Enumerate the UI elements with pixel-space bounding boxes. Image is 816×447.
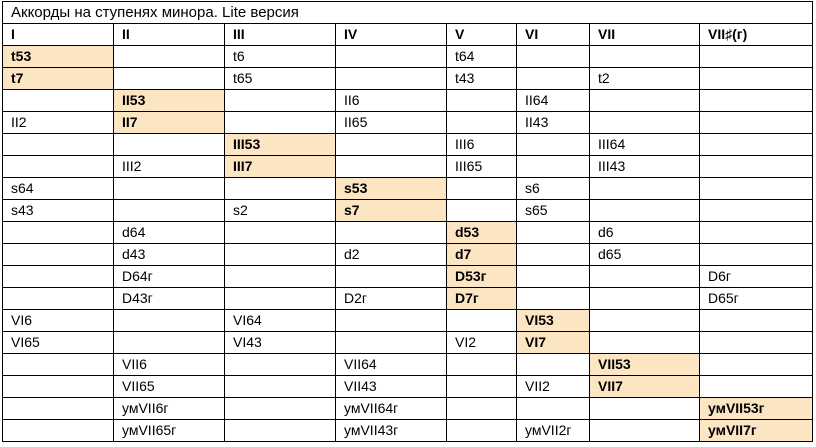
chord-cell bbox=[114, 134, 225, 156]
table-row bbox=[3, 310, 813, 332]
column-header: I bbox=[3, 24, 114, 46]
chord-cell-highlighted: s7 bbox=[336, 200, 447, 222]
chord-cell bbox=[225, 354, 336, 376]
chord-cell: d64 bbox=[114, 222, 225, 244]
chord-cell bbox=[225, 222, 336, 244]
chord-cell bbox=[517, 354, 590, 376]
table-row bbox=[3, 244, 813, 266]
table-row bbox=[3, 222, 813, 244]
chord-cell bbox=[590, 90, 700, 112]
table-row bbox=[3, 354, 813, 376]
chord-cell: III6 bbox=[447, 134, 517, 156]
chord-cell-highlighted: t7 bbox=[3, 68, 114, 90]
chord-cell bbox=[447, 200, 517, 222]
chord-cell bbox=[590, 332, 700, 354]
chord-cell bbox=[517, 156, 590, 178]
chord-cell: умVII43г bbox=[336, 420, 447, 442]
chord-cell bbox=[447, 112, 517, 134]
column-header: V bbox=[447, 24, 517, 46]
table-row bbox=[3, 332, 813, 354]
chord-cell: D43г bbox=[114, 288, 225, 310]
chord-cell-highlighted: d53 bbox=[447, 222, 517, 244]
chord-cell bbox=[700, 46, 813, 68]
chord-cell: s2 bbox=[225, 200, 336, 222]
chord-cell bbox=[700, 222, 813, 244]
chord-cell: III65 bbox=[447, 156, 517, 178]
table-row bbox=[3, 68, 813, 90]
chord-cell: s65 bbox=[517, 200, 590, 222]
chord-cell bbox=[700, 376, 813, 398]
chord-cell bbox=[3, 398, 114, 420]
chord-cell: III64 bbox=[590, 134, 700, 156]
column-header: II bbox=[114, 24, 225, 46]
chord-cell: t43 bbox=[447, 68, 517, 90]
chord-cell bbox=[447, 310, 517, 332]
chord-cell: VI6 bbox=[3, 310, 114, 332]
chord-cell bbox=[700, 68, 813, 90]
chord-cell bbox=[3, 266, 114, 288]
column-header: III bbox=[225, 24, 336, 46]
chord-cell bbox=[447, 420, 517, 442]
chord-cell-highlighted: VI53 bbox=[517, 310, 590, 332]
chord-cell bbox=[3, 90, 114, 112]
chord-cell-highlighted: s53 bbox=[336, 178, 447, 200]
chord-cell-highlighted: D7г bbox=[447, 288, 517, 310]
chord-cell bbox=[700, 310, 813, 332]
chord-cell bbox=[517, 266, 590, 288]
chord-cell bbox=[114, 332, 225, 354]
chord-cell: t65 bbox=[225, 68, 336, 90]
chord-cell-highlighted: умVII53г bbox=[700, 398, 813, 420]
chord-cell-highlighted: умVII7г bbox=[700, 420, 813, 442]
column-header: VII♯(г) bbox=[700, 24, 813, 46]
chord-cell-highlighted: II53 bbox=[114, 90, 225, 112]
table-row bbox=[3, 200, 813, 222]
chord-cell bbox=[590, 112, 700, 134]
chord-cell bbox=[225, 266, 336, 288]
chord-cell: умVII2г bbox=[517, 420, 590, 442]
chord-cell: II2 bbox=[3, 112, 114, 134]
chord-cell bbox=[3, 222, 114, 244]
chord-cell: умVII6г bbox=[114, 398, 225, 420]
chord-cell bbox=[700, 156, 813, 178]
chord-cell bbox=[700, 134, 813, 156]
chord-cell: D64г bbox=[114, 266, 225, 288]
chord-cell: VII6 bbox=[114, 354, 225, 376]
chord-cell: II43 bbox=[517, 112, 590, 134]
chord-cell: умVII64г bbox=[336, 398, 447, 420]
chord-cell bbox=[517, 134, 590, 156]
chord-cell bbox=[225, 288, 336, 310]
chord-cell bbox=[700, 178, 813, 200]
chord-cell bbox=[225, 420, 336, 442]
chord-cell-highlighted: D53г bbox=[447, 266, 517, 288]
table-row bbox=[3, 156, 813, 178]
chord-cell bbox=[3, 134, 114, 156]
table-row bbox=[3, 134, 813, 156]
chord-cell bbox=[447, 398, 517, 420]
chord-cell bbox=[517, 46, 590, 68]
chord-cell bbox=[336, 156, 447, 178]
chord-cell-highlighted: II7 bbox=[114, 112, 225, 134]
chord-cell bbox=[3, 420, 114, 442]
chord-cell bbox=[700, 200, 813, 222]
chord-cell bbox=[336, 332, 447, 354]
table-row bbox=[3, 398, 813, 420]
table-row bbox=[3, 376, 813, 398]
chord-cell bbox=[336, 222, 447, 244]
chord-cell: D2г bbox=[336, 288, 447, 310]
chord-cell bbox=[3, 354, 114, 376]
chord-cell bbox=[590, 178, 700, 200]
chord-cell: VII2 bbox=[517, 376, 590, 398]
chord-cell: d65 bbox=[590, 244, 700, 266]
chord-cell bbox=[114, 310, 225, 332]
chord-cell: s64 bbox=[3, 178, 114, 200]
chord-cell bbox=[336, 266, 447, 288]
chord-cell bbox=[3, 156, 114, 178]
chord-cell-highlighted: d7 bbox=[447, 244, 517, 266]
chord-cell: t6 bbox=[225, 46, 336, 68]
chord-cell bbox=[590, 266, 700, 288]
header-row bbox=[3, 24, 813, 46]
chord-cell bbox=[114, 200, 225, 222]
chord-cell: VI64 bbox=[225, 310, 336, 332]
chord-cell: VII65 bbox=[114, 376, 225, 398]
chord-cell bbox=[590, 46, 700, 68]
chord-cell bbox=[336, 310, 447, 332]
chord-cell-highlighted: VII53 bbox=[590, 354, 700, 376]
chord-cell bbox=[114, 178, 225, 200]
chord-cell-highlighted: VI7 bbox=[517, 332, 590, 354]
chord-cell: t64 bbox=[447, 46, 517, 68]
chord-cell bbox=[3, 376, 114, 398]
chord-cell bbox=[225, 244, 336, 266]
chord-cell-highlighted: VII7 bbox=[590, 376, 700, 398]
chord-cell bbox=[700, 90, 813, 112]
chord-cell bbox=[517, 244, 590, 266]
table-row bbox=[3, 420, 813, 442]
chord-cell: s6 bbox=[517, 178, 590, 200]
chord-cell bbox=[225, 376, 336, 398]
chord-cell bbox=[590, 288, 700, 310]
chord-cell bbox=[700, 354, 813, 376]
chord-cell bbox=[336, 46, 447, 68]
table-row bbox=[3, 90, 813, 112]
chord-cell bbox=[517, 288, 590, 310]
chord-cell bbox=[225, 112, 336, 134]
chord-cell: III43 bbox=[590, 156, 700, 178]
chord-cell bbox=[225, 398, 336, 420]
chord-cell: II64 bbox=[517, 90, 590, 112]
chord-cell: t2 bbox=[590, 68, 700, 90]
chord-cell-highlighted: III7 bbox=[225, 156, 336, 178]
chord-cell: умVII65г bbox=[114, 420, 225, 442]
chord-cell bbox=[3, 244, 114, 266]
chord-cell bbox=[225, 90, 336, 112]
chord-cell bbox=[590, 310, 700, 332]
table-row bbox=[3, 46, 813, 68]
chord-table-sheet bbox=[2, 1, 813, 442]
chord-cell: VI65 bbox=[3, 332, 114, 354]
chord-cell bbox=[590, 398, 700, 420]
chord-cell bbox=[700, 332, 813, 354]
chord-cell bbox=[447, 90, 517, 112]
table-row bbox=[3, 288, 813, 310]
chord-cell: VII64 bbox=[336, 354, 447, 376]
chord-table bbox=[2, 1, 813, 442]
chord-cell bbox=[590, 200, 700, 222]
column-header: VII bbox=[590, 24, 700, 46]
title-row bbox=[3, 2, 813, 24]
chord-cell bbox=[517, 398, 590, 420]
chord-cell: VI43 bbox=[225, 332, 336, 354]
chord-cell: d6 bbox=[590, 222, 700, 244]
chord-cell: III2 bbox=[114, 156, 225, 178]
chord-cell bbox=[336, 134, 447, 156]
chord-cell bbox=[590, 420, 700, 442]
chord-cell bbox=[517, 222, 590, 244]
chord-cell-highlighted: t53 bbox=[3, 46, 114, 68]
chord-cell bbox=[700, 112, 813, 134]
table-title: Аккорды на ступенях минора. Lite версия bbox=[3, 2, 813, 24]
chord-cell: II65 bbox=[336, 112, 447, 134]
table-row bbox=[3, 266, 813, 288]
chord-cell bbox=[447, 376, 517, 398]
chord-cell: d2 bbox=[336, 244, 447, 266]
column-header: VI bbox=[517, 24, 590, 46]
chord-cell bbox=[700, 244, 813, 266]
table-row bbox=[3, 112, 813, 134]
chord-cell bbox=[447, 354, 517, 376]
chord-cell: d43 bbox=[114, 244, 225, 266]
chord-cell bbox=[114, 46, 225, 68]
chord-cell: VI2 bbox=[447, 332, 517, 354]
chord-cell: D65г bbox=[700, 288, 813, 310]
chord-cell bbox=[225, 178, 336, 200]
chord-cell bbox=[517, 68, 590, 90]
chord-cell: VII43 bbox=[336, 376, 447, 398]
chord-cell-highlighted: III53 bbox=[225, 134, 336, 156]
chord-cell bbox=[447, 178, 517, 200]
chord-cell: II6 bbox=[336, 90, 447, 112]
chord-cell: D6г bbox=[700, 266, 813, 288]
chord-cell: s43 bbox=[3, 200, 114, 222]
table-row bbox=[3, 178, 813, 200]
chord-cell bbox=[114, 68, 225, 90]
column-header: IV bbox=[336, 24, 447, 46]
chord-cell bbox=[336, 68, 447, 90]
chord-cell bbox=[3, 288, 114, 310]
